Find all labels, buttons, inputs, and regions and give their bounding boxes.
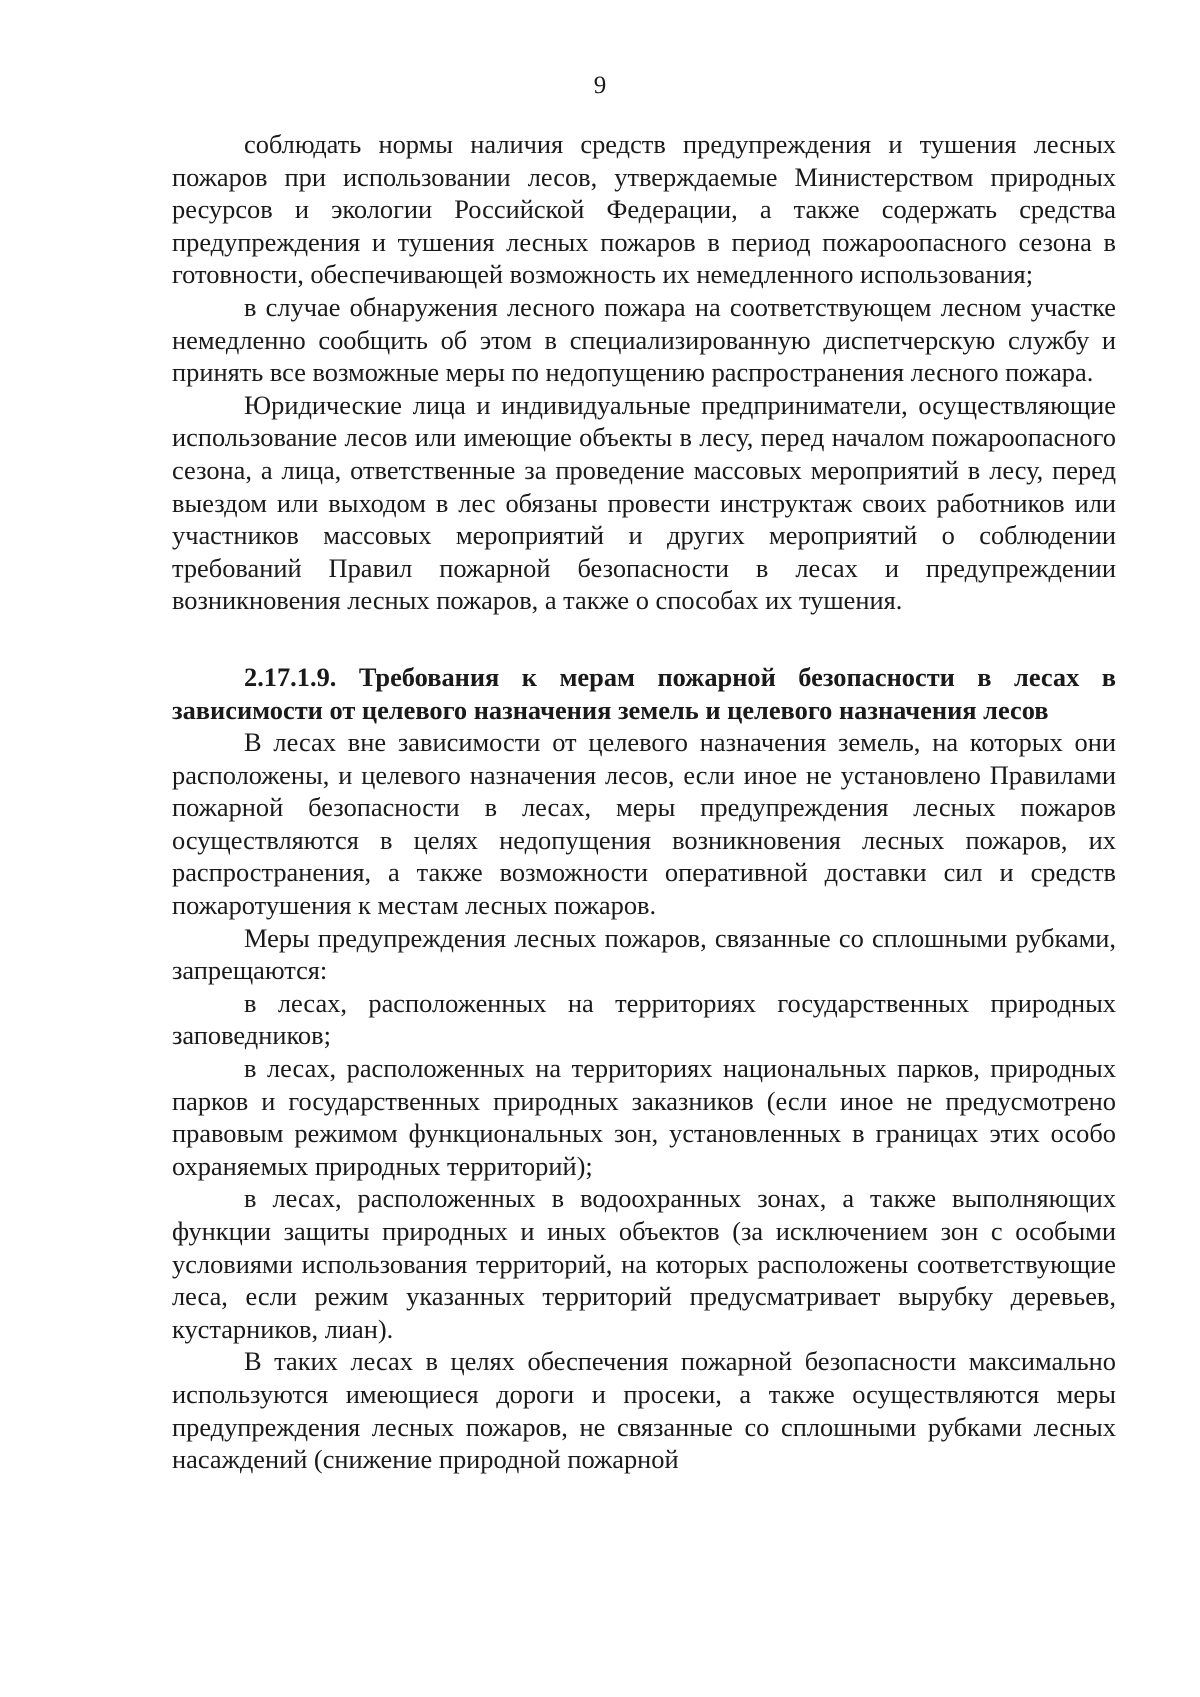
paragraph-clearcut-prohibition: Меры предупреждения лесных пожаров, связанные со сплошными рубками, запрещаются: [172,922,1116,986]
document-body [172,128,1116,1476]
list-item-national-parks: в лесах, расположенных на территориях национальных парков, природных парков и государственных природных заказников (если иное не предусмотрено правовым режимом функциональных зон, установленных в границах этих особо охраняемых природных территорий); [172,1053,1116,1181]
paragraph-roads-and-clearings: В таких лесах в целях обеспечения пожарной безопасности максимально используются имеющиеся дороги и просеки, а также осуществляются меры предупреждения лесных пожаров, не связанные со сплошными рубками лесных насаждений (снижение природной пожарной [172,1346,1116,1475]
section-heading: 2.17.1.9. Требования к мерам пожарной безопасности в лесах в зависимости от целевого назначения земель и целевого назначения лесов [172,661,1116,725]
paragraph-prevention-goals: В лесах вне зависимости от целевого назначения земель, на которых они расположены, и целевого назначения лесов, если иное не установлено Правилами пожарной безопасности в лесах, меры предупреждения лесных пожаров осуществляются в целях недопущения возникновения лесных пожаров, их распространения, а также возможности оперативной доставки сил и средств пожаротушения к местам лесных пожаров. [172,727,1116,921]
paragraph-fire-detection-report: в случае обнаружения лесного пожара на соответствующем лесном участке немедленно сообщить об этом в специализированную диспетчерскую службу и принять все возможные меры по недопущению распространения лесного пожара. [172,291,1116,388]
page-number: 9 [593,72,607,99]
list-item-nature-reserves: в лесах, расположенных на территориях государственных природных заповедников; [172,987,1116,1051]
paragraph-fire-equipment-norms: соблюдать нормы наличия средств предупреждения и тушения лесных пожаров при использовании лесов, утверждаемые Министерством природных ресурсов и экологии Российской Федерации, а также содержать средства предупреждения и тушения лесных пожаров в период пожароопасного сезона в готовности, обеспечивающей возможность их немедленного использования; [172,129,1116,290]
paragraph-instruction-briefing: Юридические лица и индивидуальные предприниматели, осуществляющие использование лесов или имеющие объекты в лесу, перед началом пожароопасного сезона, а лица, ответственные за проведение массовых мероприятий в лесу, перед выездом или выходом в лес обязаны провести инструктаж своих работников или участников массовых мероприятий и других мероприятий о соблюдении требований Правил пожарной безопасности в лесах и предупреждении возникновения лесных пожаров, а также о способах их тушения. [172,389,1116,616]
list-item-water-protection-zones: в лесах, расположенных в водоохранных зонах, а также выполняющих функции защиты природных и иных объектов (за исключением зон с особыми условиями использования территорий, на которых расположены соответствующие леса, если режим указанных территорий предусматривает вырубку деревьев, кустарников, лиан). [172,1183,1116,1344]
